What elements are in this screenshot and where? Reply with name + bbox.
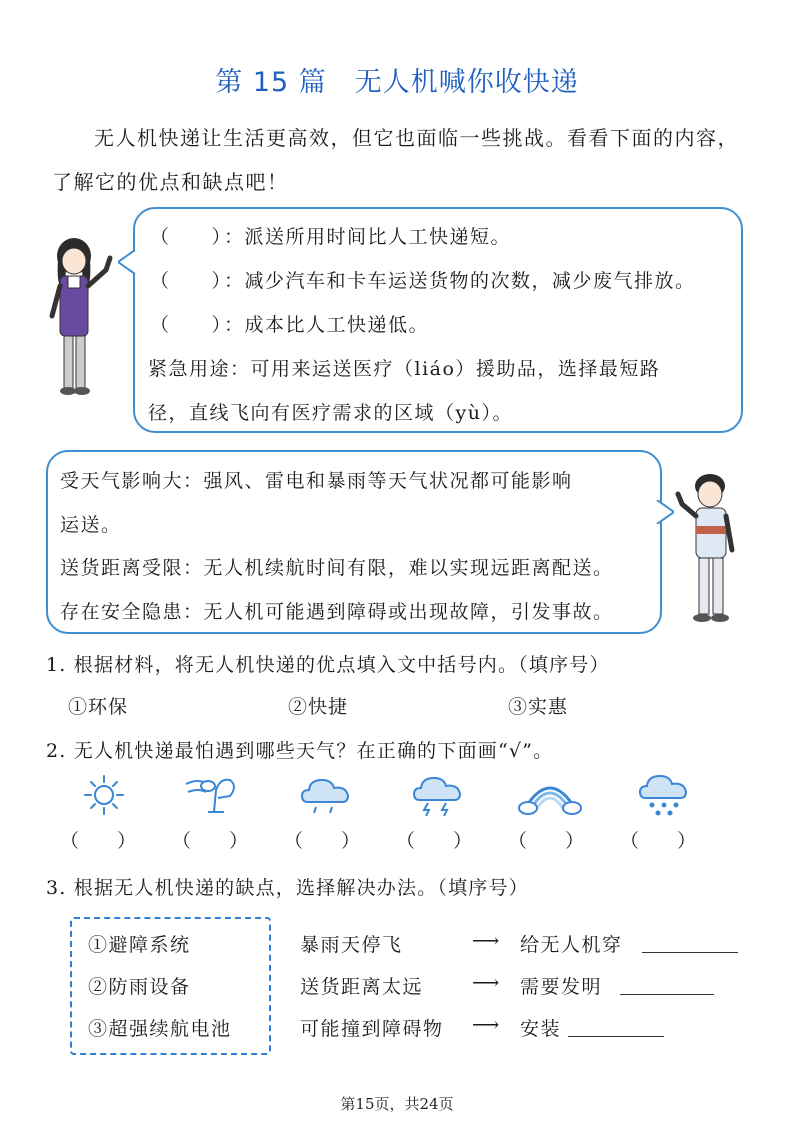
urgent-use-line-2: 径，直线飞向有医疗需求的区域（yù）。 xyxy=(148,402,513,424)
answer-blank-2[interactable] xyxy=(620,974,714,995)
answer-bracket-wind[interactable]: （ ） xyxy=(172,830,249,852)
solution-option-2: ②防雨设备 xyxy=(88,976,191,998)
arrow-icon: ⟶ xyxy=(472,930,501,952)
answer-blank[interactable]: （ ） xyxy=(150,314,233,336)
disadvantage-line-1: 受天气影响大：强风、雷电和暴雨等天气状况都可能影响 xyxy=(60,470,573,492)
answer-bracket-sun[interactable]: （ ） xyxy=(60,830,137,852)
light-rain-icon xyxy=(298,772,354,818)
strong-wind-icon xyxy=(184,772,240,818)
disadvantage-line-3: 送货距离受限：无人机续航时间有限，难以实现远距离配送。 xyxy=(60,557,614,579)
girl-illustration xyxy=(40,236,122,402)
answer-bracket-rainbow[interactable]: （ ） xyxy=(508,830,585,852)
disadvantage-line-4: 存在安全隐患：无人机可能遇到障碍或出现故障，引发事故。 xyxy=(60,601,614,623)
boy-illustration xyxy=(670,470,746,630)
advantage-line-2: （ ）：减少汽车和卡车运送货物的次数，减少废气排放。 xyxy=(150,266,696,293)
hail-icon xyxy=(636,772,692,818)
intro-paragraph: 无人机快递让生活更高效，但它也面临一些挑战。看看下面的内容，了解它的优点和缺点吧！ xyxy=(52,126,739,194)
urgent-use-line-1: 紧急用途：可用来运送医疗（liáo）援助品，选择最短路 xyxy=(148,358,661,380)
sun-icon xyxy=(76,772,132,818)
advantage-line-3: （ ）：成本比人工快递低。 xyxy=(150,310,429,337)
title-text: 无人机喊你收快递 xyxy=(354,67,579,98)
arrow-icon: ⟶ xyxy=(472,972,501,994)
answer-blank[interactable]: （ ） xyxy=(150,226,233,248)
solution-option-1: ①避障系统 xyxy=(88,934,191,956)
match-row-3: 可能撞到障碍物 ⟶ 安装 xyxy=(300,1014,444,1041)
bubble-tail-left xyxy=(118,250,138,274)
answer-blank-1[interactable] xyxy=(642,932,738,953)
question-2: 2. 无人机快递最怕遇到哪些天气？在正确的下面画“√”。 xyxy=(46,740,554,762)
title-chapter: 第 15 篇 xyxy=(215,67,327,98)
match-row-2: 送货距离太远 ⟶ 需要发明 xyxy=(300,972,423,999)
answer-blank[interactable]: （ ） xyxy=(150,270,233,292)
q1-option-2: ②快捷 xyxy=(288,696,349,718)
advantage-line-1: （ ）：派送所用时间比人工快递短。 xyxy=(150,222,511,249)
answer-bracket-hail[interactable]: （ ） xyxy=(620,830,697,852)
question-3: 3. 根据无人机快递的缺点，选择解决办法。（填序号） xyxy=(46,877,529,899)
question-1: 1. 根据材料，将无人机快递的优点填入文中括号内。（填序号） xyxy=(46,654,610,676)
solution-option-3: ③超强续航电池 xyxy=(88,1018,232,1040)
disadvantage-line-2: 运送。 xyxy=(60,514,122,536)
thunderstorm-icon xyxy=(410,772,466,818)
arrow-icon: ⟶ xyxy=(472,1014,501,1036)
q1-option-1: ①环保 xyxy=(68,696,129,718)
match-row-1: 暴雨天停飞 ⟶ 给无人机穿 xyxy=(300,930,403,957)
rainbow-icon xyxy=(518,772,582,818)
answer-bracket-thunder[interactable]: （ ） xyxy=(396,830,473,852)
answer-blank-3[interactable] xyxy=(568,1016,664,1037)
page-number: 第15页，共24页 xyxy=(340,1095,454,1113)
page-title xyxy=(0,60,794,99)
answer-bracket-rain[interactable]: （ ） xyxy=(284,830,361,852)
q1-option-3: ③实惠 xyxy=(508,696,569,718)
